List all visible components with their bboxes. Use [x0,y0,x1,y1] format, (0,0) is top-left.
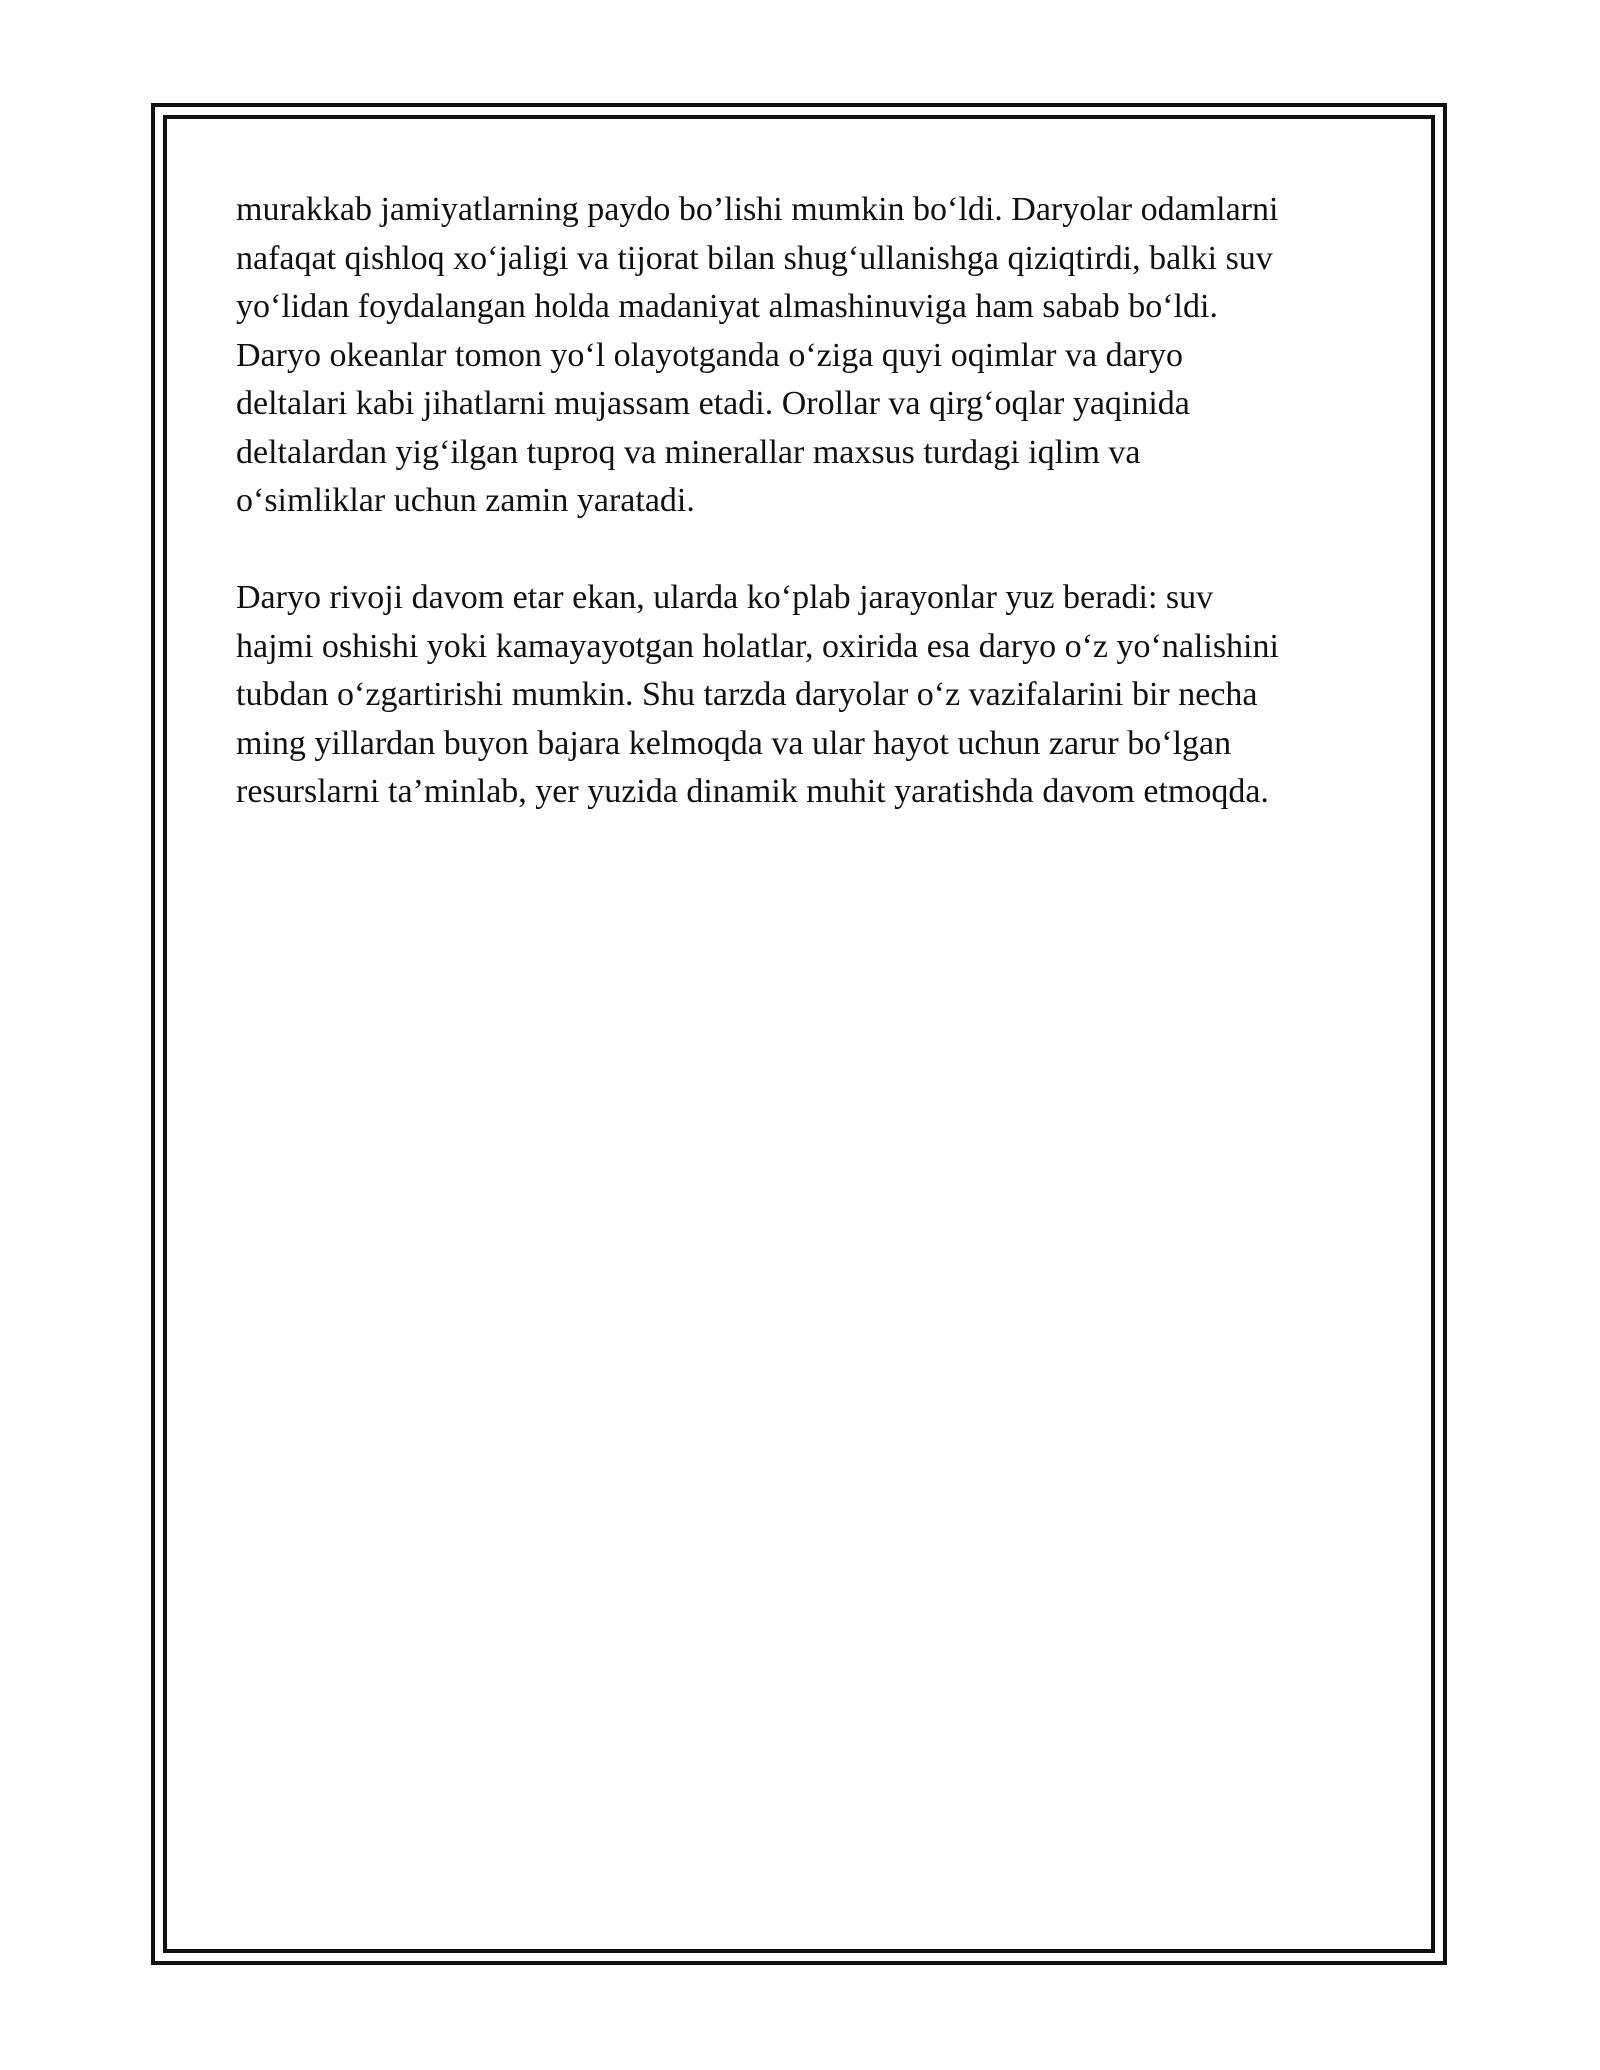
text-line: tubdan oʻzgartirishi mumkin. Shu tarzda daryolar oʻz vazifalarini bir necha [236,676,1258,713]
document-body [236,186,1376,817]
text-line: hajmi oshishi yoki kamayayotgan holatlar, oxirida esa daryo oʻz yoʻnalishini [236,627,1279,665]
text-line: yoʻlidan foydalangan holda madaniyat almashinuviga ham sabab boʻldi. [236,288,1218,325]
text-line: ming yillardan buyon bajara kelmoqda va ular hayot uchun zarur boʻlgan [236,724,1232,762]
paragraph-2 [236,574,1376,817]
text-line: resurslarni ta’minlab, yer yuzida dinamik muhit yaratishda davom etmoqda. [236,773,1269,810]
text-line: deltalardan yigʻilgan tuproq va minerallar maxsus turdagi iqlim va [236,433,1141,471]
text-line: Daryo okeanlar tomon yoʻl olayotganda oʻziga quyi oqimlar va daryo [236,336,1183,374]
paragraph-1 [236,186,1376,526]
text-line: murakkab jamiyatlarning paydo bo’lishi mumkin boʻldi. Daryolar odamlarni [236,191,1279,228]
text-line: nafaqat qishloq xoʻjaligi va tijorat bilan shugʻullanishga qiziqtirdi, balki suv [236,239,1273,277]
text-line: deltalari kabi jihatlarni mujassam etadi. Orollar va qirgʻoqlar yaqinida [236,385,1190,422]
text-line: oʻsimliklar uchun zamin yaratadi. [236,482,695,519]
text-line: Daryo rivoji davom etar ekan, ularda koʻplab jarayonlar yuz beradi: suv [236,579,1214,616]
